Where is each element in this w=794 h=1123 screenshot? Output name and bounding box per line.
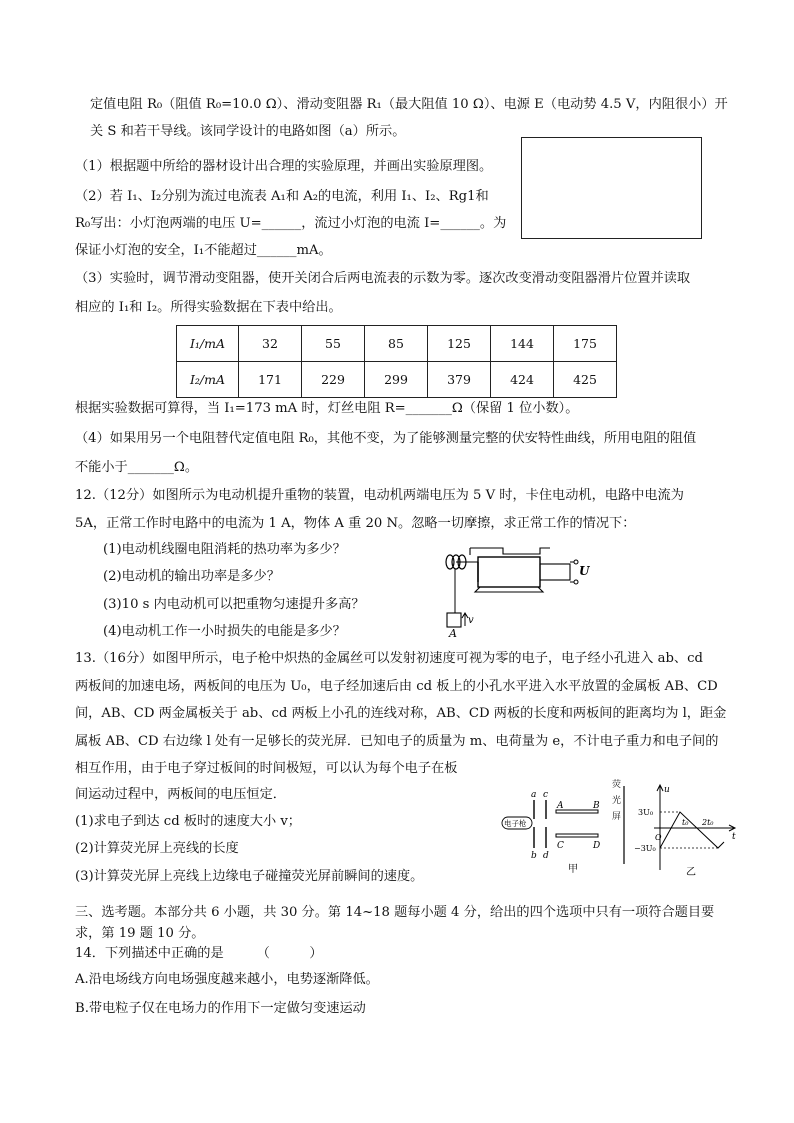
text-line-31: B.带电粒子仅在电场力的作用下一定做匀变速运动 xyxy=(75,1001,366,1016)
table-cell: 144 xyxy=(491,326,554,362)
text-line-15: (2)电动机的输出功率是多少？ xyxy=(103,569,280,584)
plate-d-label: d xyxy=(543,851,549,861)
text-line-20: 间，AB、CD 两金属板关于 ab、cd 两板上小孔的连线对称，AB、CD 两板的长度和两板间的距离均为 l，距金 xyxy=(75,706,727,721)
text-line-24: (1)求电子到达 cd 板时的速度大小 v； xyxy=(75,814,301,829)
text-line-16: (3)10 s 内电动机可以把重物匀速提升多高？ xyxy=(103,597,365,612)
text-line-23: 间运动过程中，两板间的电压恒定． xyxy=(75,787,286,802)
text-line-2: 关 S 和若干导线。该同学设计的电路如图（a）所示。 xyxy=(90,124,406,139)
screen-char-3: 屏 xyxy=(612,812,622,822)
text-line-11: 不能小于_______Ω。 xyxy=(75,460,199,475)
t0-label: t₀ xyxy=(682,818,689,827)
text-line-5: R₀写出：小灯泡两端的电压 U=______，流过小灯泡的电流 I=______。为 xyxy=(75,216,507,231)
plate-B-label: B xyxy=(593,801,600,811)
u-axis-label: u xyxy=(664,785,670,795)
plate-D-label: D xyxy=(593,841,601,851)
figure-jia xyxy=(498,786,628,878)
text-line-6: 保证小灯泡的安全，I₁不能超过______mA。 xyxy=(75,243,332,258)
text-line-21: 属板 AB、CD 右边缘 l 处有一足够长的荧光屏．已知电子的质量为 m、电荷量为 e，不计电子重力和电子间的 xyxy=(75,734,719,749)
text-line-13: 5A，正常工作时电路中的电流为 1 A，物体 A 重 20 N。忽略一切摩擦，求正常工作的情况下： xyxy=(75,516,636,531)
table-row xyxy=(177,362,617,398)
text-line-14: (1)电动机线圈电阻消耗的热功率为多少？ xyxy=(103,542,346,557)
plate-C-label: C xyxy=(557,841,564,851)
text-line-30: A.沿电场线方向电场强度越来越小，电势逐渐降低。 xyxy=(75,972,379,987)
text-line-27: 三、选考题。本部分共 6 小题，共 30 分。第 14~18 题每小题 4 分，给出的四个选项中只有一项符合题目要 xyxy=(75,905,715,920)
t-axis-label: t xyxy=(732,832,736,842)
table-cell: 85 xyxy=(365,326,428,362)
text-line-4: （2）若 I₁、I₂分别为流过电流表 A₁和 A₂的电流，利用 I₁、I₂、Rg1和 xyxy=(75,189,489,204)
screen-char-1: 荧 xyxy=(612,780,622,790)
figure-yi-caption: 乙 xyxy=(686,867,696,878)
pos-voltage-label: 3U₀ xyxy=(638,808,654,817)
2t0-label: 2t₀ xyxy=(702,818,714,827)
electron-gun-label: 电子枪 xyxy=(504,819,527,828)
text-line-3: （1）根据题中所给的器材设计出合理的实验原理，并画出实验原理图。 xyxy=(75,159,493,174)
plate-A-label: A xyxy=(557,801,564,811)
motor-figure xyxy=(440,540,600,640)
mass-label: A xyxy=(449,627,457,640)
table-cell: 424 xyxy=(491,362,554,398)
neg-voltage-label: −3U₀ xyxy=(634,844,656,853)
origin-label: O xyxy=(655,833,662,842)
plate-b-label: b xyxy=(531,851,537,861)
table-header-cell: I₂/mA xyxy=(177,362,239,398)
text-line-7: （3）实验时，调节滑动变阻器，使开关闭合后两电流表的示数为零。逐次改变滑动变阻器滑片位置并读取 xyxy=(75,271,691,286)
table-cell: 425 xyxy=(554,362,617,398)
table-cell: 229 xyxy=(302,362,365,398)
text-line-10: （4）如果用另一个电阻替代定值电阻 R₀，其他不变，为了能够测量完整的伏安特性曲线，所用电阻的阻值 xyxy=(75,431,697,446)
table-cell: 125 xyxy=(428,326,491,362)
text-line-29: 14．下列描述中正确的是 （ ） xyxy=(75,946,323,961)
plate-c-label: c xyxy=(543,790,549,800)
text-line-17: (4)电动机工作一小时损失的电能是多少？ xyxy=(103,624,346,639)
text-line-8: 相应的 I₁和 I₂。所得实验数据在下表中给出。 xyxy=(75,300,342,315)
text-line-12: 12.（12分）如图所示为电动机提升重物的装置，电动机两端电压为 5 V 时，卡住电动机，电路中电流为 xyxy=(75,488,684,503)
screen-char-2: 光 xyxy=(612,796,622,806)
table-cell: 55 xyxy=(302,326,365,362)
table-row xyxy=(177,326,617,362)
text-line-26: (3)计算荧光屏上亮线上边缘电子碰撞荧光屏前瞬间的速度。 xyxy=(75,869,424,884)
table-cell: 171 xyxy=(239,362,302,398)
circuit-drawing-box xyxy=(521,137,702,239)
text-line-18: 13.（16分）如图甲所示，电子枪中炽热的金属丝可以发射初速度可视为零的电子，电子经小孔进入 ab、cd xyxy=(75,651,703,666)
velocity-label: v xyxy=(468,615,474,626)
text-line-22: 相互作用，由于电子穿过板间的时间极短，可以认为每个电子在板 xyxy=(75,761,458,776)
text-line-28: 求，第 19 题 10 分。 xyxy=(75,926,205,941)
text-line-25: (2)计算荧光屏上亮线的长度 xyxy=(75,841,239,856)
table-header-cell: I₁/mA xyxy=(177,326,239,362)
plate-a-label: a xyxy=(531,790,537,800)
text-line-19: 两板间的加速电场，两板间的电压为 U₀，电子经加速后由 cd 板上的小孔水平进入水平放置的金属板 AB、CD xyxy=(75,679,718,694)
text-line-1: 定值电阻 R₀（阻值 R₀=10.0 Ω）、滑动变阻器 R₁（最大阻值 10 Ω）、电源 E（电动势 4.5 V，内阻很小）开 xyxy=(90,97,728,112)
text-line-9: 根据实验数据可算得，当 I₁=173 mA 时，灯丝电阻 R=_______Ω（保留 1 位小数）。 xyxy=(75,401,579,416)
data-table xyxy=(176,325,617,398)
table-cell: 32 xyxy=(239,326,302,362)
voltage-label: U xyxy=(579,564,590,578)
table-cell: 299 xyxy=(365,362,428,398)
table-cell: 379 xyxy=(428,362,491,398)
figure-jia-caption: 甲 xyxy=(568,864,578,875)
table-cell: 175 xyxy=(554,326,617,362)
figure-yi xyxy=(634,780,740,880)
